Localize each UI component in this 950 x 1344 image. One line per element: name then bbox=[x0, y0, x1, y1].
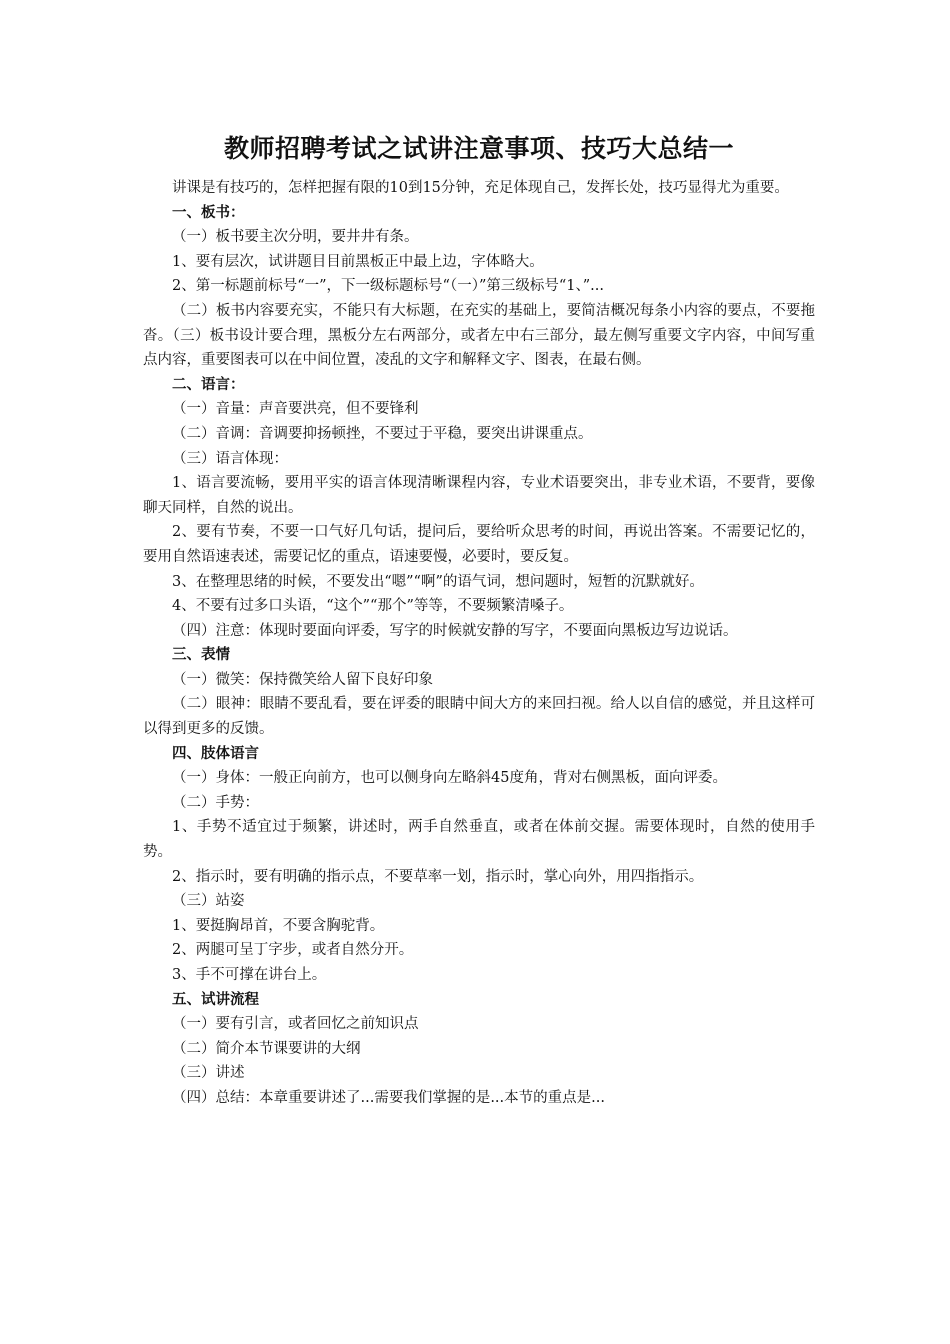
paragraph: （三）站姿 bbox=[172, 893, 245, 910]
paragraph: （三）语言体现： bbox=[172, 450, 288, 467]
paragraph: 1、手势不适宜过于频繁，讲述时，两手自然垂直，或者在体前交握。需要体现时，自然的使用手势。 bbox=[143, 819, 815, 861]
section-heading: 三、表情 bbox=[172, 647, 230, 664]
section-heading: 五、试讲流程 bbox=[172, 991, 259, 1008]
section-heading: 四、肢体语言 bbox=[172, 745, 259, 762]
paragraph: 2、两腿可呈丁字步，或者自然分开。 bbox=[172, 942, 414, 959]
paragraph: 3、手不可撑在讲台上。 bbox=[172, 967, 327, 983]
document-page bbox=[143, 130, 815, 1111]
paragraph: 1、语言要流畅，要用平实的语言体现清晰课程内容，专业术语要突出，非专业术语，不要背，要像聊天同样，自然的说出。 bbox=[143, 475, 815, 516]
paragraph: 讲课是有技巧的，怎样把握有限的10到15分钟，充足体现自己，发挥长处，技巧显得尤为重要。 bbox=[172, 180, 789, 196]
paragraph: 1、要挺胸昂首，不要含胸驼背。 bbox=[172, 917, 385, 934]
paragraph: （二）简介本节课要讲的大纲 bbox=[172, 1040, 361, 1057]
paragraph: 2、第一标题前标号“一”，下一级标题标号“（一）”第三级标号“1、”... bbox=[172, 278, 605, 295]
paragraph: （一）板书要主次分明，要井井有条。 bbox=[172, 229, 419, 246]
paragraph: （四）总结：本章重要讲述了...需要我们掌握的是...本节的重点是... bbox=[172, 1089, 605, 1106]
section-heading: 二、语言： bbox=[172, 376, 245, 393]
paragraph: （一）音量：声音要洪亮，但不要锋利 bbox=[172, 401, 419, 418]
paragraph: （三）讲述 bbox=[172, 1065, 245, 1082]
paragraph: 2、要有节奏，不要一口气好几句话，提问后，要给听众思考的时间，再说出答案。不需要记忆的，要用自然语速表述，需要记忆的重点，语速要慢，必要时，要反复。 bbox=[143, 524, 815, 565]
paragraph: （二）眼神：眼睛不要乱看，要在评委的眼睛中间大方的来回扫视。给人以自信的感觉，并且这样可以得到更多的反馈。 bbox=[143, 696, 815, 738]
paragraph: 1、要有层次，试讲题目目前黑板正中最上边，字体略大。 bbox=[172, 253, 544, 270]
document-body bbox=[143, 176, 815, 1111]
paragraph: （二）板书内容要充实，不能只有大标题，在充实的基础上，要简洁概况每条小内容的要点，不要拖沓。（三）板书设计要合理，黑板分左右两部分，或者左中右三部分，最左侧写重要文字内容，中间写重点内容，重要图表可以在中间位置，凌乱的文字和解释文字、图表，在最右侧。 bbox=[143, 302, 815, 369]
paragraph: 2、指示时，要有明确的指示点，不要草率一划，指示时，掌心向外，用四指指示。 bbox=[172, 868, 704, 885]
section-heading: 一、板书： bbox=[172, 204, 245, 221]
document-title: 教师招聘考试之试讲注意事项、技巧大总结一 bbox=[223, 134, 734, 163]
paragraph: （一）身体：一般正向前方，也可以侧身向左略斜45度角，背对右侧黑板，面向评委。 bbox=[172, 770, 727, 787]
paragraph: （二）音调：音调要抑扬顿挫，不要过于平稳，要突出讲课重点。 bbox=[172, 425, 593, 442]
paragraph: 4、不要有过多口头语，“这个”“那个”等等，不要频繁清嗓子。 bbox=[172, 598, 574, 615]
paragraph: 3、在整理思绪的时候，不要发出“嗯”“啊”的语气词，想问题时，短暂的沉默就好。 bbox=[172, 573, 704, 590]
paragraph: （一）微笑：保持微笑给人留下良好印象 bbox=[172, 671, 433, 688]
paragraph: （一）要有引言，或者回忆之前知识点 bbox=[172, 1016, 419, 1033]
paragraph: （四）注意：体现时要面向评委，写字的时候就安静的写字，不要面向黑板边写边说话。 bbox=[172, 622, 738, 639]
paragraph: （二）手势： bbox=[172, 794, 259, 811]
